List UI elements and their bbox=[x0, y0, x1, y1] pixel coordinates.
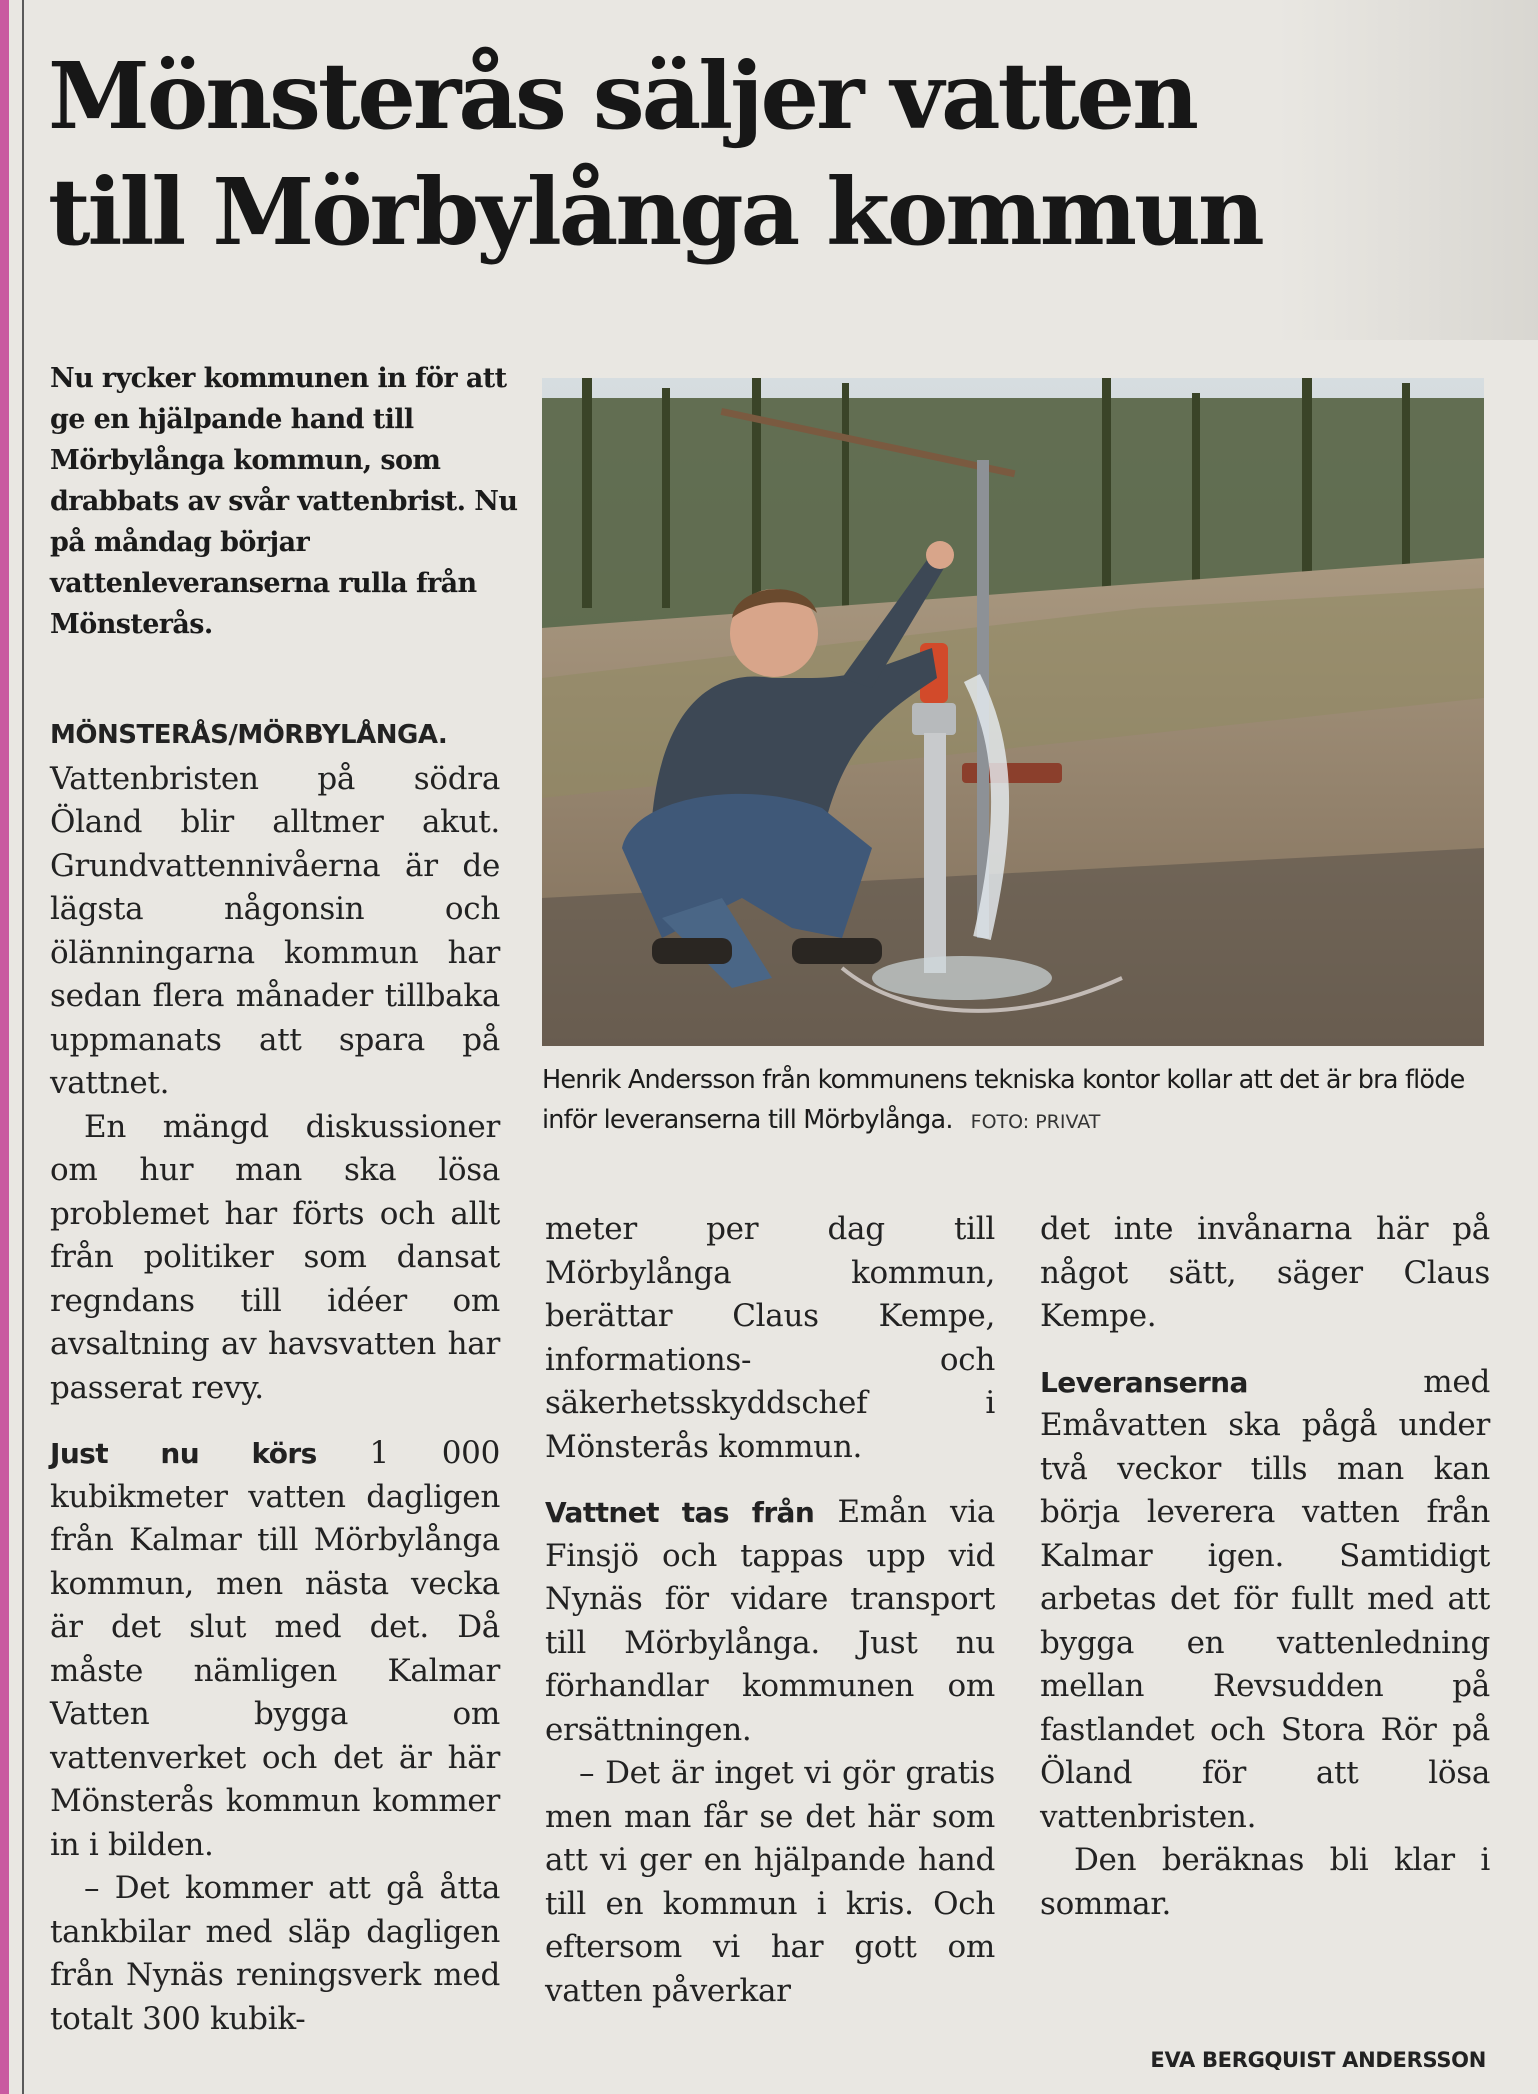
column-rule bbox=[22, 0, 24, 2094]
headline-line-2: till Mörbylånga kommun bbox=[48, 158, 1262, 266]
body-paragraph-8: Den beräknas bli klar i sommar. bbox=[1040, 1842, 1490, 1922]
body-paragraph-4: – Det kommer att gå åtta tankbilar med släp dagligen från Nynäs reningsverk med totalt 300 kubik- bbox=[50, 1870, 500, 2037]
ingress: Nu rycker kommunen in för att ge en hjälpande hand till Mörbylånga kommun, som drabbats av svår vattenbrist. Nu på måndag börjar vattenleveranserna rulla från Mönsterås. bbox=[50, 363, 518, 640]
body-paragraph-1-text: Vattenbristen på södra Öland blir alltmer akut. Grundvattennivåerna är de lägsta någonsin och ölänningarna kommun har sedan flera månader tillbaka uppmanats att spara på vattnet. bbox=[50, 760, 500, 1101]
body-column-3 bbox=[1040, 1208, 1490, 1926]
lead-in-vattnet: Vattnet tas från bbox=[545, 1496, 815, 1529]
body-paragraph-5-text: Emån via Finsjö och tappas upp vid Nynäs för vidare transport till Mörbylånga. Just nu förhandlar kommunen om ersättningen. bbox=[545, 1494, 995, 1748]
body-paragraph-6-continued: det inte invånarna här på något sätt, säger Claus Kempe. bbox=[1040, 1211, 1490, 1334]
body-paragraph-3 bbox=[50, 1432, 500, 1867]
lead-in-leveranserna: Leveranserna bbox=[1040, 1365, 1248, 1399]
lead-in-just-nu: Just nu körs bbox=[50, 1437, 317, 1470]
body-column-2 bbox=[545, 1208, 995, 2013]
page-edge-color-strip bbox=[0, 0, 9, 2094]
body-paragraph-2: En mängd diskussioner om hur man ska lösa problemet har förts och allt från politiker som dansat regndans till idéer om avsaltning av havsvatten har passerat revy. bbox=[50, 1108, 500, 1406]
body-paragraph-7-text: med Emåvatten ska pågå under två veckor tills man kan börja leverera vatten från Kalmar igen. Samtidigt arbetas det för fullt med att bygga en vattenledning mellan Revsudden på fastlandet och Stora Rör på Öland för att lösa vattenbristen. bbox=[1040, 1363, 1490, 1835]
body-paragraph-1 bbox=[50, 712, 500, 1106]
headline-line-1: Mönsterås säljer vatten bbox=[48, 42, 1196, 150]
photo-caption-text: Henrik Andersson från kommunens tekniska kontor kollar att det är bra flöde inför leveranserna till Mörbylånga. bbox=[542, 1065, 1465, 1135]
body-paragraph-4-continued: meter per dag till Mörbylånga kommun, berättar Claus Kempe, informations- och säkerhetsskyddschef i Mönsterås kommun. bbox=[545, 1211, 995, 1465]
headline bbox=[48, 38, 1468, 270]
body-paragraph-7 bbox=[1040, 1361, 1490, 1840]
body-paragraph-5 bbox=[545, 1491, 995, 1752]
dateline: MÖNSTERÅS/MÖRBYLÅNGA. bbox=[50, 720, 448, 750]
body-column-1 bbox=[50, 712, 500, 2041]
body-paragraph-3-text: 1 000 kubikmeter vatten dagligen från Kalmar till Mörbylånga kommun, men nästa vecka är det slut med det. Då måste nämligen Kalmar Vatten bygga om vattenverket och det är här Mönsterås kommun kommer in i bilden. bbox=[50, 1435, 500, 1863]
article-photo bbox=[542, 378, 1484, 1046]
photo-credit: FOTO: PRIVAT bbox=[970, 1111, 1101, 1133]
photo-caption bbox=[542, 1060, 1502, 1142]
byline: EVA BERGQUIST ANDERSSON bbox=[1150, 2048, 1486, 2072]
body-paragraph-6: – Det är inget vi gör gratis men man får se det här som att vi ger en hjälpande hand till en kommun i kris. Och eftersom vi har gott om vatten påverkar bbox=[545, 1755, 995, 2009]
